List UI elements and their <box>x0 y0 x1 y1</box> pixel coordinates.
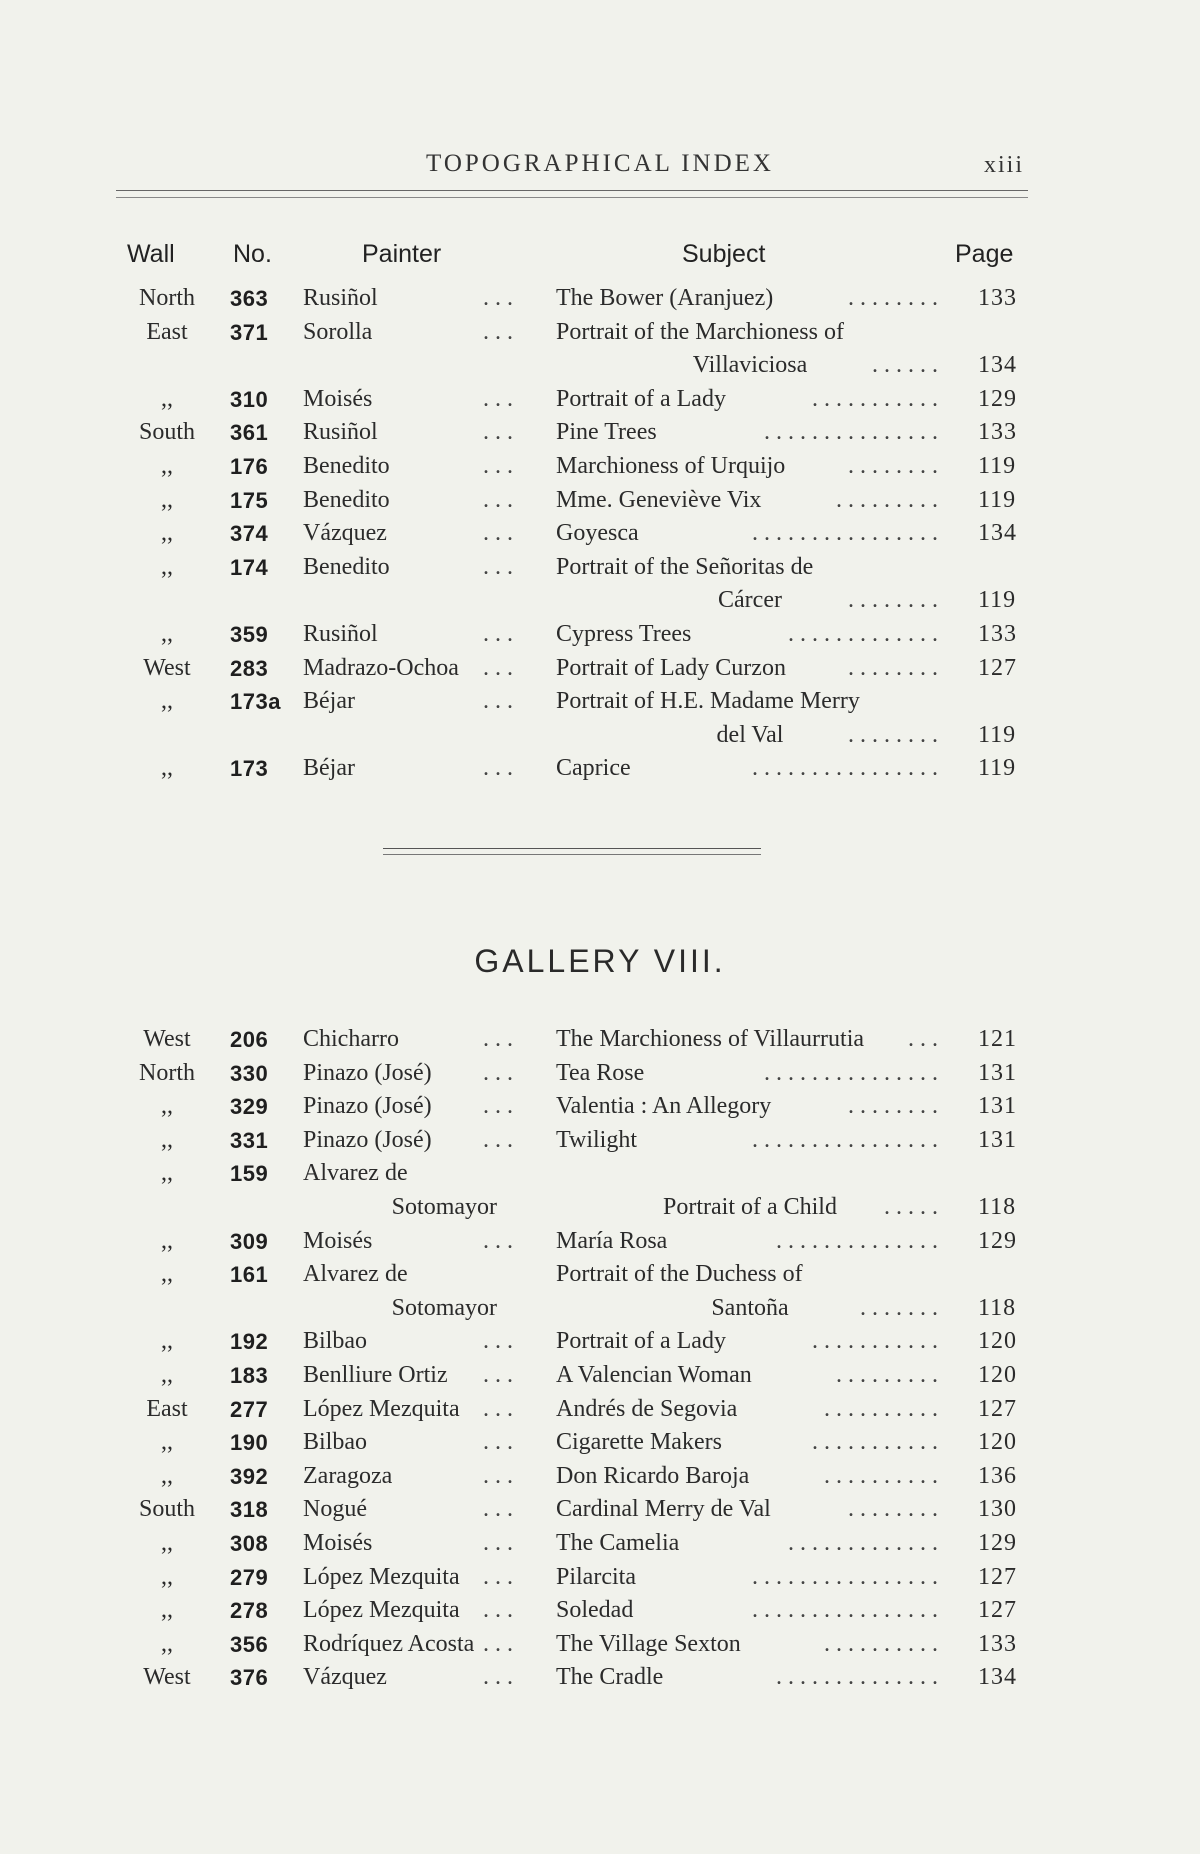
cell-painter: Pinazo (José) ... <box>303 1093 519 1120</box>
cell-painter <box>303 1258 523 1321</box>
header-rule-thin <box>116 197 1028 198</box>
painter-name: Alvarez de <box>303 1160 408 1187</box>
painter-name: Nogué <box>303 1496 367 1523</box>
table-row <box>0 484 1200 518</box>
cell-page: 119 <box>978 587 1017 614</box>
cell-wall: ,, <box>161 1563 173 1590</box>
cell-page: 131 <box>978 1059 1017 1086</box>
cell-painter: López Mezquita ... <box>303 1395 519 1422</box>
cell-page: 120 <box>978 1328 1017 1355</box>
cell-number: 331 <box>230 1127 269 1153</box>
cell-painter: Béjar ... <box>303 688 519 715</box>
cell-wall: ,, <box>161 1093 173 1120</box>
cell-painter: Rusiñol ... <box>303 620 519 647</box>
cell-page: 130 <box>978 1496 1017 1523</box>
subject-title: The Camelia <box>556 1529 680 1556</box>
cell-painter: Bilbao ... <box>303 1429 519 1456</box>
cell-painter: Benedito ... <box>303 486 519 513</box>
subject-title: The Marchioness of Villaurrutia <box>556 1026 865 1052</box>
table-row <box>0 282 1200 316</box>
index-table-section-2 <box>0 1023 1200 1695</box>
cell-painter: Vázquez ... <box>303 520 519 547</box>
subject-title-continued: Santoña <box>711 1294 789 1321</box>
leader-dots: ... <box>908 1026 944 1052</box>
painter-name: Moisés <box>303 1227 373 1254</box>
subject-title: Pine Trees <box>556 419 657 446</box>
subject-title: Don Ricardo Baroja <box>556 1462 750 1489</box>
table-row <box>0 1023 1200 1057</box>
subject-title: Portrait of H.E. Madame Merry <box>556 688 860 715</box>
leader-dots: ........ <box>848 1093 944 1120</box>
cell-number: 310 <box>230 386 269 412</box>
leader-dots: ........ <box>848 721 944 748</box>
cell-wall: ,, <box>161 1597 173 1624</box>
cell-number: 392 <box>230 1463 269 1489</box>
cell-number: 376 <box>230 1665 269 1691</box>
table-row <box>0 1057 1200 1091</box>
table-row <box>0 1359 1200 1393</box>
table-row <box>0 1628 1200 1662</box>
table-row <box>0 1124 1200 1158</box>
subject-title: Goyesca <box>556 520 639 547</box>
painter-name-continued: Sotomayor <box>391 1193 497 1220</box>
leader-dots: ................ <box>752 755 944 782</box>
table-row <box>0 383 1200 417</box>
leader-dots: ......... <box>836 486 944 513</box>
cell-wall: ,, <box>161 1361 173 1388</box>
subject-title: Cigarette Makers <box>556 1429 722 1456</box>
cell-number: 318 <box>230 1497 269 1523</box>
painter-name: Alvarez de <box>303 1261 408 1288</box>
cell-number: 279 <box>230 1564 269 1590</box>
cell-wall: ,, <box>161 385 173 412</box>
leader-dots: .......... <box>824 1395 944 1422</box>
cell-page: 127 <box>978 654 1017 681</box>
cell-page: 127 <box>978 1597 1017 1624</box>
table-row <box>0 1527 1200 1561</box>
subject-title: Marchioness of Urquijo <box>556 452 786 479</box>
subject-title-continued: Villaviciosa <box>692 352 808 379</box>
cell-wall: ,, <box>161 620 173 647</box>
cell-number: 173 <box>230 756 269 782</box>
subject-title: Portrait of a Lady <box>556 1328 726 1355</box>
cell-number: 359 <box>230 621 269 647</box>
cell-page: 134 <box>978 520 1017 547</box>
column-header-page: Page <box>955 240 1014 268</box>
leader-dots: ........ <box>848 587 944 614</box>
cell-wall: ,, <box>161 1630 173 1657</box>
cell-wall: ,, <box>161 688 173 715</box>
subject-title: Valentia : An Allegory <box>556 1093 772 1120</box>
subject-title: The Cradle <box>556 1664 664 1691</box>
subject-title: Cypress Trees <box>556 620 692 647</box>
leader-dots: ............... <box>764 419 944 446</box>
leader-dots: ........... <box>812 1328 944 1355</box>
cell-wall: ,, <box>161 1462 173 1489</box>
cell-painter: Benlliure Ortiz ... <box>303 1361 519 1388</box>
painter-name: Benedito <box>303 486 390 513</box>
table-row <box>0 416 1200 450</box>
cell-wall: ,, <box>161 452 173 479</box>
cell-painter: López Mezquita ... <box>303 1563 519 1590</box>
column-headers <box>0 240 1200 276</box>
subject-title: Portrait of the Duchess of <box>556 1261 803 1288</box>
subject-title: Portrait of the Marchioness of <box>556 318 844 345</box>
cell-wall: South <box>138 419 195 446</box>
cell-number: 356 <box>230 1631 269 1657</box>
painter-name: Rusiñol <box>303 620 378 647</box>
subject-title: Portrait of the Señoritas de <box>556 553 814 580</box>
table-row <box>0 1594 1200 1628</box>
cell-painter <box>303 1157 523 1220</box>
leader-dots: .......... <box>824 1630 944 1657</box>
cell-wall: ,, <box>161 486 173 513</box>
cell-number: 374 <box>230 521 269 547</box>
cell-page: 118 <box>978 1294 1017 1321</box>
painter-name: Pinazo (José) <box>303 1059 432 1086</box>
section-divider-rule-thin <box>383 854 761 855</box>
cell-number: 309 <box>230 1228 269 1254</box>
cell-wall: ,, <box>161 553 173 580</box>
leader-dots: ........ <box>848 1496 944 1523</box>
cell-wall: ,, <box>161 1126 173 1153</box>
subject-title: Mme. Geneviève Vix <box>556 486 762 513</box>
cell-wall: North <box>139 285 195 311</box>
header-rule <box>116 190 1028 191</box>
cell-wall: West <box>143 1026 191 1052</box>
leader-dots: .............. <box>776 1227 944 1254</box>
cell-number: 277 <box>230 1396 269 1422</box>
cell-page: 119 <box>978 721 1017 748</box>
subject-title: Portrait of a Lady <box>556 385 726 412</box>
leader-dots: ..... <box>884 1193 944 1220</box>
leader-dots: ........ <box>848 452 944 479</box>
painter-name: Benedito <box>303 452 390 479</box>
painter-name: Béjar <box>303 755 355 782</box>
table-row <box>0 1561 1200 1595</box>
cell-number: 330 <box>230 1060 269 1086</box>
subject-title: Caprice <box>556 755 631 782</box>
cell-painter: Béjar ... <box>303 755 519 782</box>
painter-name: Moisés <box>303 385 373 412</box>
column-header-painter: Painter <box>362 240 442 268</box>
cell-page: 120 <box>978 1429 1017 1456</box>
table-row <box>0 1460 1200 1494</box>
cell-wall: East <box>146 1395 188 1422</box>
painter-name: Chicharro <box>303 1026 399 1052</box>
painter-name: Rodríquez Acosta <box>303 1630 475 1657</box>
cell-wall: ,, <box>161 1429 173 1456</box>
table-row <box>0 1258 1200 1325</box>
cell-number: 283 <box>230 655 269 681</box>
subject-title-continued: del Val <box>716 721 784 748</box>
subject-title: The Village Sexton <box>556 1630 741 1657</box>
painter-name: Vázquez <box>303 520 387 547</box>
table-row <box>0 1225 1200 1259</box>
subject-title: A Valencian Woman <box>556 1361 752 1388</box>
cell-number: 159 <box>230 1161 269 1187</box>
cell-page: 133 <box>978 285 1017 311</box>
subject-title: Soledad <box>556 1597 634 1624</box>
cell-number: 308 <box>230 1530 269 1556</box>
cell-page: 134 <box>978 1664 1017 1691</box>
cell-page: 119 <box>978 452 1017 479</box>
table-row <box>0 551 1200 618</box>
cell-painter: Benedito ... <box>303 553 519 580</box>
cell-painter: Pinazo (José) ... <box>303 1126 519 1153</box>
cell-wall: ,, <box>161 1328 173 1355</box>
table-row <box>0 1493 1200 1527</box>
cell-wall: ,, <box>161 755 173 782</box>
subject-title: Twilight <box>556 1126 637 1153</box>
cell-painter: Moisés ... <box>303 1227 519 1254</box>
cell-number: 173a <box>230 689 281 715</box>
subject-title: Portrait of Lady Curzon <box>556 654 786 681</box>
cell-wall: ,, <box>161 1160 173 1187</box>
cell-painter: Rusiñol ... <box>303 285 519 311</box>
table-row <box>0 1090 1200 1124</box>
cell-number: 206 <box>230 1027 269 1052</box>
leader-dots: ................ <box>752 520 944 547</box>
leader-dots: ........... <box>812 385 944 412</box>
cell-number: 161 <box>230 1262 269 1288</box>
column-header-no: No. <box>233 240 272 268</box>
cell-number: 363 <box>230 286 269 311</box>
cell-painter: Vázquez ... <box>303 1664 519 1691</box>
painter-name: Pinazo (José) <box>303 1093 432 1120</box>
leader-dots: ............. <box>788 1529 944 1556</box>
subject-title: Pilarcita <box>556 1563 636 1590</box>
painter-name: Bilbao <box>303 1429 367 1456</box>
index-table-section-1 <box>0 282 1200 786</box>
painter-name: Rusiñol <box>303 419 378 446</box>
table-row <box>0 618 1200 652</box>
cell-page: 131 <box>978 1093 1017 1120</box>
subject-title: The Bower (Aranjuez) <box>556 285 774 311</box>
cell-painter: Zaragoza ... <box>303 1462 519 1489</box>
table-row <box>0 517 1200 551</box>
painter-name: Benedito <box>303 553 390 580</box>
leader-dots: ........... <box>812 1429 944 1456</box>
cell-page: 131 <box>978 1126 1017 1153</box>
cell-page: 127 <box>978 1395 1017 1422</box>
painter-name: Rusiñol <box>303 285 378 311</box>
table-row <box>0 1661 1200 1695</box>
cell-painter: Rusiñol ... <box>303 419 519 446</box>
leader-dots: ........ <box>848 654 944 681</box>
cell-number: 175 <box>230 487 269 513</box>
cell-number: 371 <box>230 319 269 345</box>
running-head-title: TOPOGRAPHICAL INDEX <box>426 150 774 177</box>
cell-painter: Benedito ... <box>303 452 519 479</box>
cell-wall: ,, <box>161 1529 173 1556</box>
cell-page: 133 <box>978 419 1017 446</box>
cell-page: 136 <box>978 1462 1017 1489</box>
subject-title-continued: Portrait of a Child <box>663 1193 837 1220</box>
page-number: xiii <box>983 152 1024 178</box>
painter-name: Béjar <box>303 688 355 715</box>
cell-page: 129 <box>978 1227 1017 1254</box>
cell-painter: Sorolla ... <box>303 318 519 345</box>
cell-number: 190 <box>230 1430 269 1456</box>
cell-page: 120 <box>978 1361 1017 1388</box>
painter-name: López Mezquita <box>303 1563 460 1590</box>
cell-page: 118 <box>978 1193 1017 1220</box>
painter-name: López Mezquita <box>303 1597 460 1624</box>
cell-number: 183 <box>230 1362 269 1388</box>
cell-page: 119 <box>978 486 1017 513</box>
cell-page: 119 <box>978 755 1017 782</box>
subject-title: Andrés de Segovia <box>556 1395 738 1422</box>
leader-dots: ....... <box>860 1294 944 1321</box>
column-header-wall: Wall <box>127 240 175 268</box>
table-row <box>0 1426 1200 1460</box>
cell-wall: ,, <box>161 1227 173 1254</box>
cell-painter: Moisés ... <box>303 1529 519 1556</box>
painter-name: Madrazo-Ochoa <box>303 654 459 681</box>
table-row <box>0 316 1200 383</box>
cell-wall: North <box>139 1059 195 1086</box>
painter-name: Bilbao <box>303 1328 367 1355</box>
leader-dots: ............... <box>764 1059 944 1086</box>
painter-name: López Mezquita <box>303 1395 460 1422</box>
cell-painter: Chicharro ... <box>303 1026 519 1052</box>
section-divider-rule <box>383 848 761 849</box>
leader-dots: ............. <box>788 620 944 647</box>
cell-wall: West <box>143 1664 191 1691</box>
cell-number: 278 <box>230 1598 269 1624</box>
cell-wall: West <box>143 654 191 681</box>
cell-page: 134 <box>978 352 1017 379</box>
leader-dots: .......... <box>824 1462 944 1489</box>
cell-page: 129 <box>978 1529 1017 1556</box>
cell-page: 129 <box>978 385 1017 412</box>
leader-dots: ......... <box>836 1361 944 1388</box>
painter-name: Sorolla <box>303 318 373 345</box>
table-row <box>0 1325 1200 1359</box>
table-row <box>0 1393 1200 1427</box>
cell-number: 174 <box>230 554 269 580</box>
table-row <box>0 752 1200 786</box>
column-header-subject: Subject <box>682 240 766 268</box>
cell-number: 329 <box>230 1094 269 1120</box>
cell-painter: López Mezquita ... <box>303 1597 519 1624</box>
cell-number: 192 <box>230 1329 269 1355</box>
cell-painter: Pinazo (José) ... <box>303 1059 519 1086</box>
leader-dots: ................ <box>752 1597 944 1624</box>
cell-wall: ,, <box>161 520 173 547</box>
table-row <box>0 685 1200 752</box>
painter-name-continued: Sotomayor <box>391 1294 497 1321</box>
cell-page: 127 <box>978 1563 1017 1590</box>
cell-painter: Moisés ... <box>303 385 519 412</box>
gallery-title: GALLERY VIII. <box>474 943 726 979</box>
cell-page: 133 <box>978 1630 1017 1657</box>
cell-page: 121 <box>978 1026 1017 1052</box>
subject-title: Tea Rose <box>556 1059 645 1086</box>
leader-dots: ................ <box>752 1126 944 1153</box>
table-row <box>0 1157 1200 1224</box>
subject-title-continued: Cárcer <box>718 587 782 614</box>
cell-painter: Rodríquez Acosta ... <box>303 1630 519 1657</box>
running-head <box>0 150 1200 184</box>
leader-dots: ........ <box>848 285 944 311</box>
cell-wall: East <box>146 318 188 345</box>
cell-number: 176 <box>230 453 269 479</box>
cell-painter: Bilbao ... <box>303 1328 519 1355</box>
painter-name: Benlliure Ortiz <box>303 1361 448 1388</box>
cell-wall: ,, <box>161 1261 173 1288</box>
subject-title: Cardinal Merry de Val <box>556 1496 771 1523</box>
leader-dots: .............. <box>776 1664 944 1691</box>
leader-dots: ...... <box>872 352 944 379</box>
leader-dots: ................ <box>752 1563 944 1590</box>
cell-page: 133 <box>978 620 1017 647</box>
cell-painter: Madrazo-Ochoa ... <box>303 654 519 681</box>
subject-title: María Rosa <box>556 1227 668 1254</box>
table-row <box>0 450 1200 484</box>
cell-wall: South <box>138 1496 195 1523</box>
table-row <box>0 652 1200 686</box>
painter-name: Zaragoza <box>303 1462 393 1489</box>
cell-number: 361 <box>230 420 269 446</box>
painter-name: Pinazo (José) <box>303 1126 432 1153</box>
cell-painter: Nogué ... <box>303 1496 519 1523</box>
painter-name: Moisés <box>303 1529 373 1556</box>
painter-name: Vázquez <box>303 1664 387 1691</box>
